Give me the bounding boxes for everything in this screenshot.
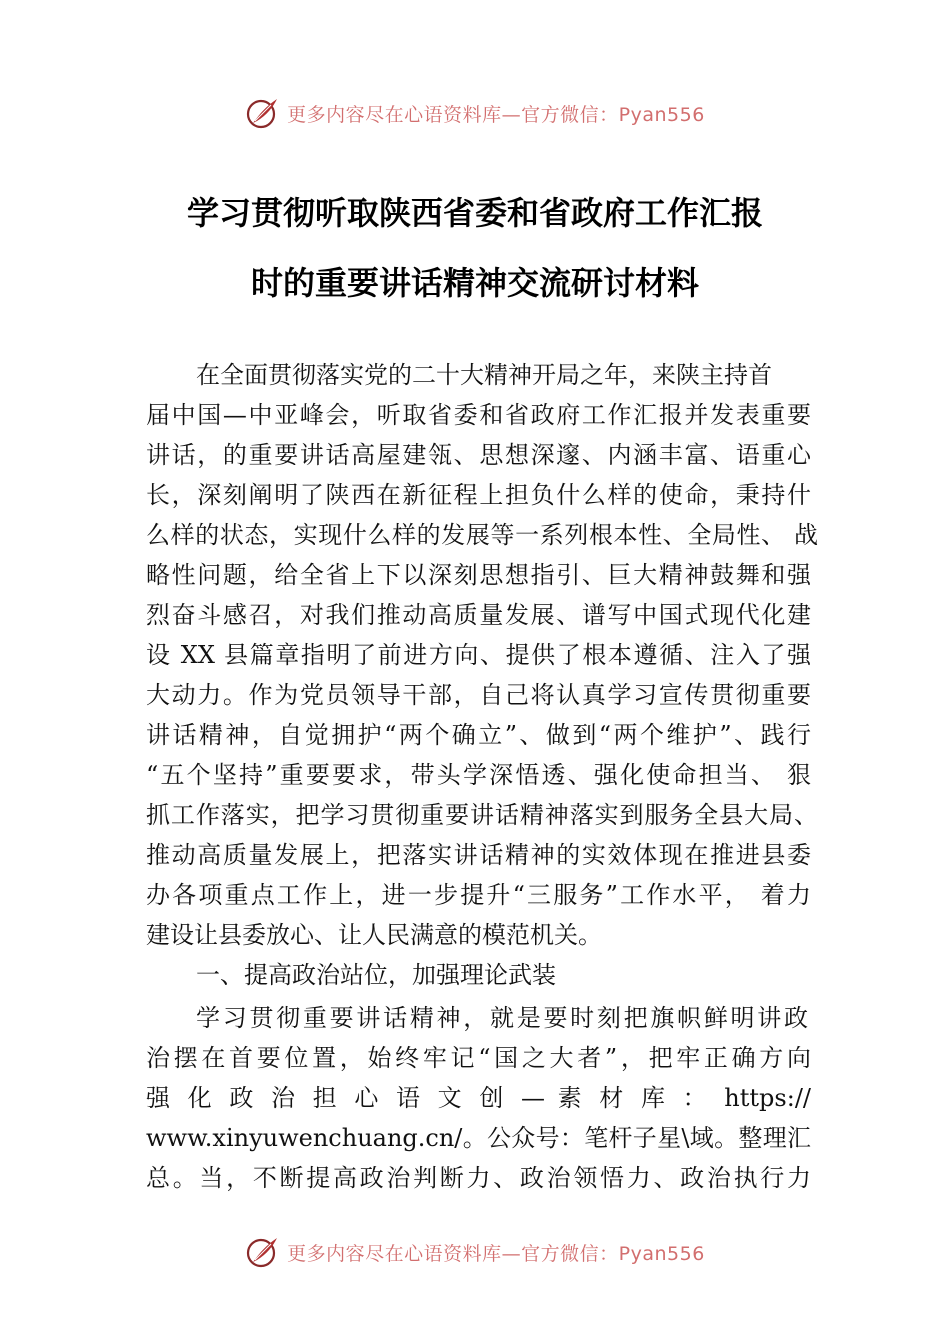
header-banner xyxy=(0,93,950,133)
body-line: 建设让县委放心、让人民满意的模范机关。 xyxy=(146,921,602,949)
body-line: 讲话，的重要讲话高屋建瓴、思想深邃、内涵丰富、语重心 xyxy=(146,441,811,469)
wechat-account: Pyan556 xyxy=(618,1242,705,1265)
section-heading: 一、提高政治站位，加强理论武装 xyxy=(196,961,556,989)
body-line: 推动高质量发展上，把落实讲话精神的实效体现在推进县委 xyxy=(146,841,811,869)
body-line: 强 化 政 治 担 心 语 文 创 — 素 材 库 ： https:// xyxy=(146,1084,811,1112)
wechat-account: Pyan556 xyxy=(618,103,705,126)
body-line: 讲话精神，自觉拥护“两个确立”、做到“两个维护”、践行 xyxy=(146,721,811,749)
document-title-line-1: 学习贯彻听取陕西省委和省政府工作汇报 xyxy=(186,194,763,232)
body-line: 烈奋斗感召，对我们推动高质量发展、谱写中国式现代化建 xyxy=(146,601,811,629)
body-line: 大动力。作为党员领导干部，自己将认真学习宣传贯彻重要 xyxy=(146,681,811,709)
body-line: 办各项重点工作上，进一步提升“三服务”工作水平， 着力 xyxy=(146,881,811,909)
document-title-line-2: 时的重要讲话精神交流研讨材料 xyxy=(250,264,699,302)
body-line: www.xinyuwenchuang.cn/。公众号：笔杆子星\域。整理汇 xyxy=(146,1124,811,1152)
banner-text: 更多内容尽在心语资料库—官方微信：Pyan556 xyxy=(287,103,705,126)
quill-pen-icon xyxy=(245,95,281,131)
body-line: 设 XX 县篇章指明了前进方向、提供了根本遵循、注入了强 xyxy=(146,641,811,669)
body-line: 在全面贯彻落实党的二十大精神开局之年，来陕主持首 xyxy=(196,361,772,389)
quill-pen-icon xyxy=(245,1234,281,1270)
body-line: 长，深刻阐明了陕西在新征程上担负什么样的使命，秉持什 xyxy=(146,481,811,509)
body-line: 略性问题，给全省上下以深刻思想指引、巨大精神鼓舞和强 xyxy=(146,561,811,589)
body-line: 总。当，不断提高政治判断力、政治领悟力、政治执行力 xyxy=(146,1164,811,1192)
body-line: 抓工作落实，把学习贯彻重要讲话精神落实到服务全县大局、 xyxy=(146,801,818,829)
banner-text: 更多内容尽在心语资料库—官方微信：Pyan556 xyxy=(287,1242,705,1265)
body-line: 治摆在首要位置，始终牢记“国之大者”，把牢正确方向 xyxy=(146,1044,811,1072)
body-line: 届中国—中亚峰会，听取省委和省政府工作汇报并发表重要 xyxy=(146,401,811,429)
body-line: 么样的状态，实现什么样的发展等一系列根本性、全局性、 战 xyxy=(146,521,818,549)
footer-banner xyxy=(0,1232,950,1272)
body-line: “五个坚持”重要要求，带头学深悟透、强化使命担当、 狠 xyxy=(146,761,811,789)
body-line: 学习贯彻重要讲话精神，就是要时刻把旗帜鲜明讲政 xyxy=(196,1004,808,1032)
